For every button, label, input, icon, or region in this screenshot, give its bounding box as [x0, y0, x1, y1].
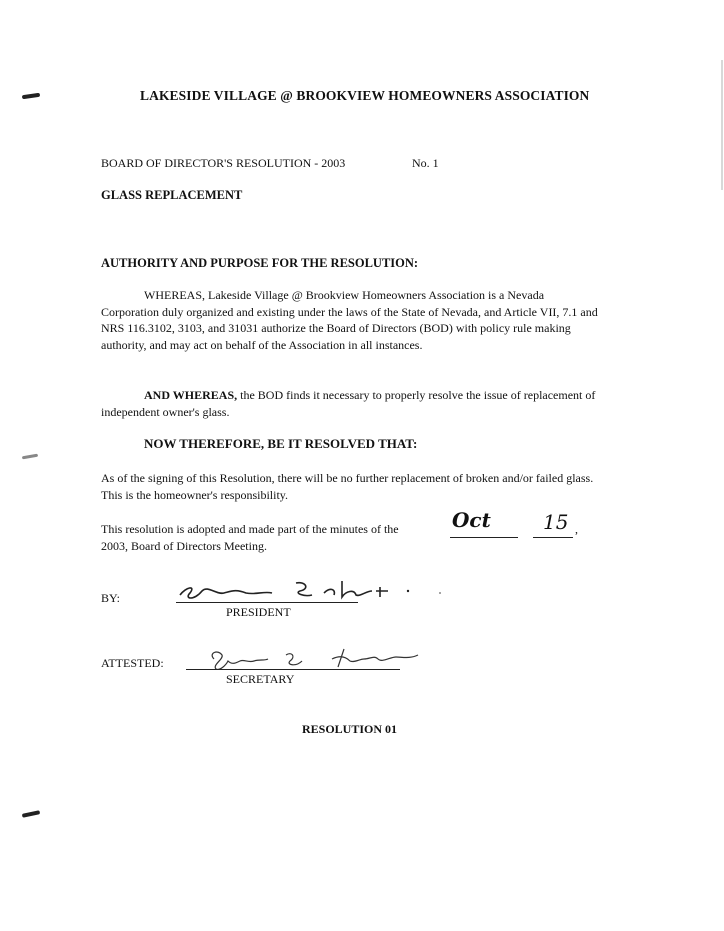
- adoption-lead-text: This resolution is adopted and made part of the minutes of the: [101, 522, 399, 536]
- association-title: LAKESIDE VILLAGE @ BROOKVIEW HOMEOWNERS ASSOCIATION: [140, 88, 590, 103]
- day-blank-line: [533, 537, 573, 538]
- adopted-day: 15: [543, 510, 569, 534]
- adopted-tail: ,: [575, 522, 578, 536]
- resolution-footer-id: RESOLUTION 01: [302, 722, 398, 736]
- adoption-line: [101, 522, 399, 537]
- scan-mark-top: [22, 93, 40, 99]
- resolution-number: No. 1: [412, 156, 439, 170]
- authority-heading: AUTHORITY AND PURPOSE FOR THE RESOLUTION:: [101, 256, 419, 270]
- handwritten-month: [452, 508, 491, 532]
- president-label: PRESIDENT: [226, 605, 291, 619]
- resolution-subject: GLASS REPLACEMENT: [101, 188, 243, 202]
- secretary-signature-line: [186, 669, 400, 670]
- attested-label: ATTESTED:: [101, 656, 164, 670]
- resolution-heading: BOARD OF DIRECTOR'S RESOLUTION - 2003: [101, 156, 346, 170]
- whereas-paragraph: WHEREAS, Lakeside Village @ Brookview Homeowners Association is a Nevada Corporation duly organized and existing under the laws of the State of Nevada, and Article VII, 7.1 and NRS 116.3102, 3103, and 31031 authorize the Board of Directors (BOD) with policy rule making authority, and may act on behalf of the Association in all instances.: [101, 288, 598, 352]
- scan-mark-bottom: [22, 810, 40, 818]
- resolution-body-paragraph: As of the signing of this Resolution, there will be no further replacement of broken and/or failed glass. This is the homeowner's responsibility.: [101, 471, 594, 502]
- president-signature-line: [176, 602, 358, 603]
- scan-mark-middle: [22, 454, 38, 460]
- by-label: BY:: [101, 591, 120, 605]
- and-whereas-text: the BOD finds it necessary to properly resolve the issue of replacement of independent owner's glass.: [101, 388, 596, 419]
- and-whereas-paragraph: [101, 387, 601, 420]
- scan-edge-shadow: [721, 60, 723, 190]
- now-therefore-heading: NOW THEREFORE, BE IT RESOLVED THAT:: [144, 436, 418, 451]
- adopted-month: Oct: [452, 508, 491, 532]
- month-blank-line: [450, 537, 518, 538]
- and-whereas-lead: AND WHEREAS,: [144, 388, 238, 402]
- adoption-line-2: 2003, Board of Directors Meeting.: [101, 539, 267, 553]
- secretary-label: SECRETARY: [226, 672, 295, 686]
- handwritten-day: [543, 510, 568, 534]
